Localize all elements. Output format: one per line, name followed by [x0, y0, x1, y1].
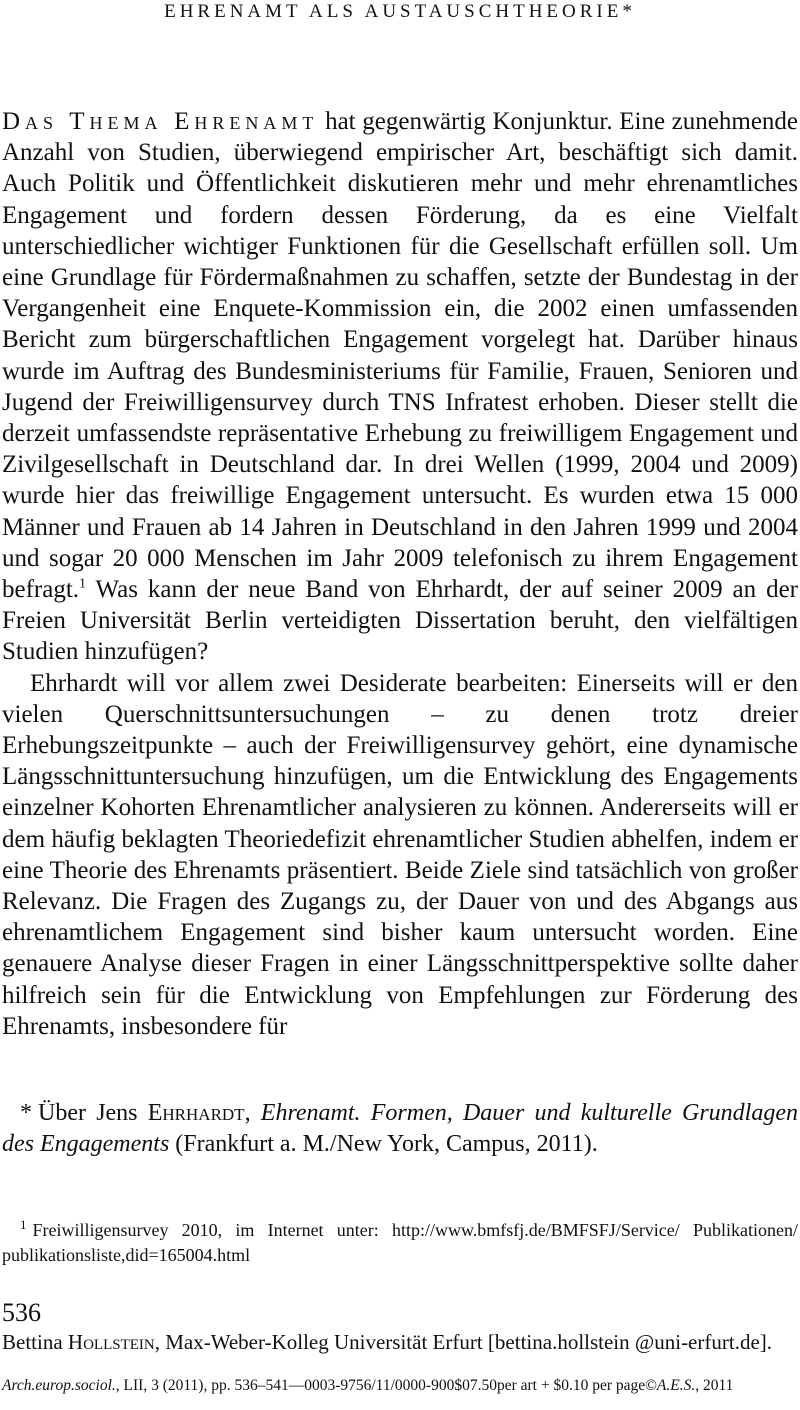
paragraph-1-text: hat gegenwärtig Konjunktur. Eine zunehmende Anzahl von Studien, überwiegend empirischer Art, beschäftigt sich damit. Auch Politik und Öffentlichkeit diskutieren mehr und mehr ehrenamtliches Engagement und fordern dessen Förderung, da es eine Vielfalt unterschiedlicher wichtiger Funktionen für die Gesellschaft erfüllen soll. Um eine Grundlage für Fördermaßnahmen zu schaffen, setzte der Bundestag in der Vergangenheit eine Enquete-Kommission ein, die 2002 einen umfassenden Bericht zum bürgerschaftlichen Engagement vorgelegt hat. Darüber hinaus wurde im Auftrag des Bundesministeriums für Familie, Frauen, Senioren und Jugend der Freiwilligensurvey durch TNS Infratest erhoben. Dieser stellt die derzeit umfassendste repräsentative Erhebung zu freiwilligem Engagement und Zivilgesellschaft in Deutschland dar. In drei Wellen (1999, 2004 und 2009) wurde hier das freiwillige Engagement untersucht. Es wurden etwa 15 000 Männer und Frauen ab 14 Jahren in Deutschland in den Jahren 1999 und 2004 und sogar 20 000 Menschen im Jahr 2009 telefonisch zu ihrem Engagement befragt.: [2, 108, 799, 604]
paragraph-1-text-after: Was kann der neue Band von Ehrhardt, der auf seiner 2009 an der Freien Universität Berlin verteidigten Dissertation beruht, den vielfältigen Studien hinzufügen?: [2, 576, 798, 666]
reviewed-author: Ehrhardt: [147, 1100, 245, 1126]
affiliation-rest: , Max-Weber-Kolleg Universität Erfurt [bettina.hollstein @uni-erfurt.de].: [154, 1330, 773, 1354]
footnote-ref-1[interactable]: 1: [79, 576, 87, 592]
journal-citation: [2, 1377, 798, 1394]
lead-smallcaps: Das Thema Ehrenamt: [2, 108, 319, 135]
citation-year: , 2011: [695, 1377, 734, 1394]
author-affiliation: [2, 1330, 798, 1354]
footnote-star-mark: *: [20, 1100, 32, 1126]
paragraph-2: Ehrhardt will vor allem zwei Desiderate bearbeiten: Einerseits will er den vielen Querschnittsuntersuchungen – zu denen trotz dreier Erhebungszeitpunkte – auch der Freiwilligensurvey gehört, eine dynamische Längsschnittuntersuchung hinzufügen, um die Entwicklung des Engagements einzelner Kohorten Ehrenamtlicher analysieren zu können. Andererseits will er dem häufig beklagten Theoriedefizit ehrenamtlicher Studien abhelfen, indem er eine Theorie des Ehrenamts präsentiert. Beide Ziele sind tatsächlich von großer Relevanz. Die Fragen des Zugangs zu, der Dauer von und des Abgangs aus ehrenamtlichem Engagement sind bisher kaum untersucht worden. Eine genauere Analyse dieser Fragen in einer Längsschnittperspektive sollte daher hilfreich sein für die Entwicklung von Empfehlungen zur Förderung des Ehrenamts, insbesondere für: [2, 669, 798, 1040]
footnote-1-mark: 1: [20, 1217, 27, 1232]
citation-text: , LII, 3 (2011), pp. 536–541—0003-9756/11/0000-900$07.50per art + $0.10 per page©: [115, 1377, 657, 1394]
running-head: EHRENAMT ALS AUSTAUSCHTHEORIE*: [164, 1, 636, 22]
article-body: [2, 106, 798, 1042]
footnote-star-sep: ,: [244, 1100, 261, 1126]
author-first-name: Bettina: [2, 1330, 68, 1354]
footnote-1-text: Freiwilligensurvey 2010, im Internet unter: http://www.bmfsfj.de/BMFSFJ/Service/ Publikationen/ publikationsliste,did=165004.html: [2, 1220, 798, 1265]
footnote-star-rest: (Frankfurt a. M./New York, Campus, 2011).: [169, 1131, 598, 1157]
footnote-1: [2, 1212, 798, 1268]
journal-name: Arch.europ.sociol.: [2, 1377, 116, 1394]
author-last-name: Hollstein: [67, 1330, 155, 1354]
publisher-name: A.E.S.: [656, 1377, 696, 1394]
reviewed-book-title: Ehrenamt. Formen, Dauer und kulturelle Grundlagen des Engagements: [2, 1100, 799, 1157]
paragraph-1: [2, 106, 798, 668]
page-number: 536: [2, 1298, 41, 1327]
footnote-star: [2, 1098, 798, 1160]
footnote-star-prefix: Über Jens: [38, 1100, 148, 1126]
